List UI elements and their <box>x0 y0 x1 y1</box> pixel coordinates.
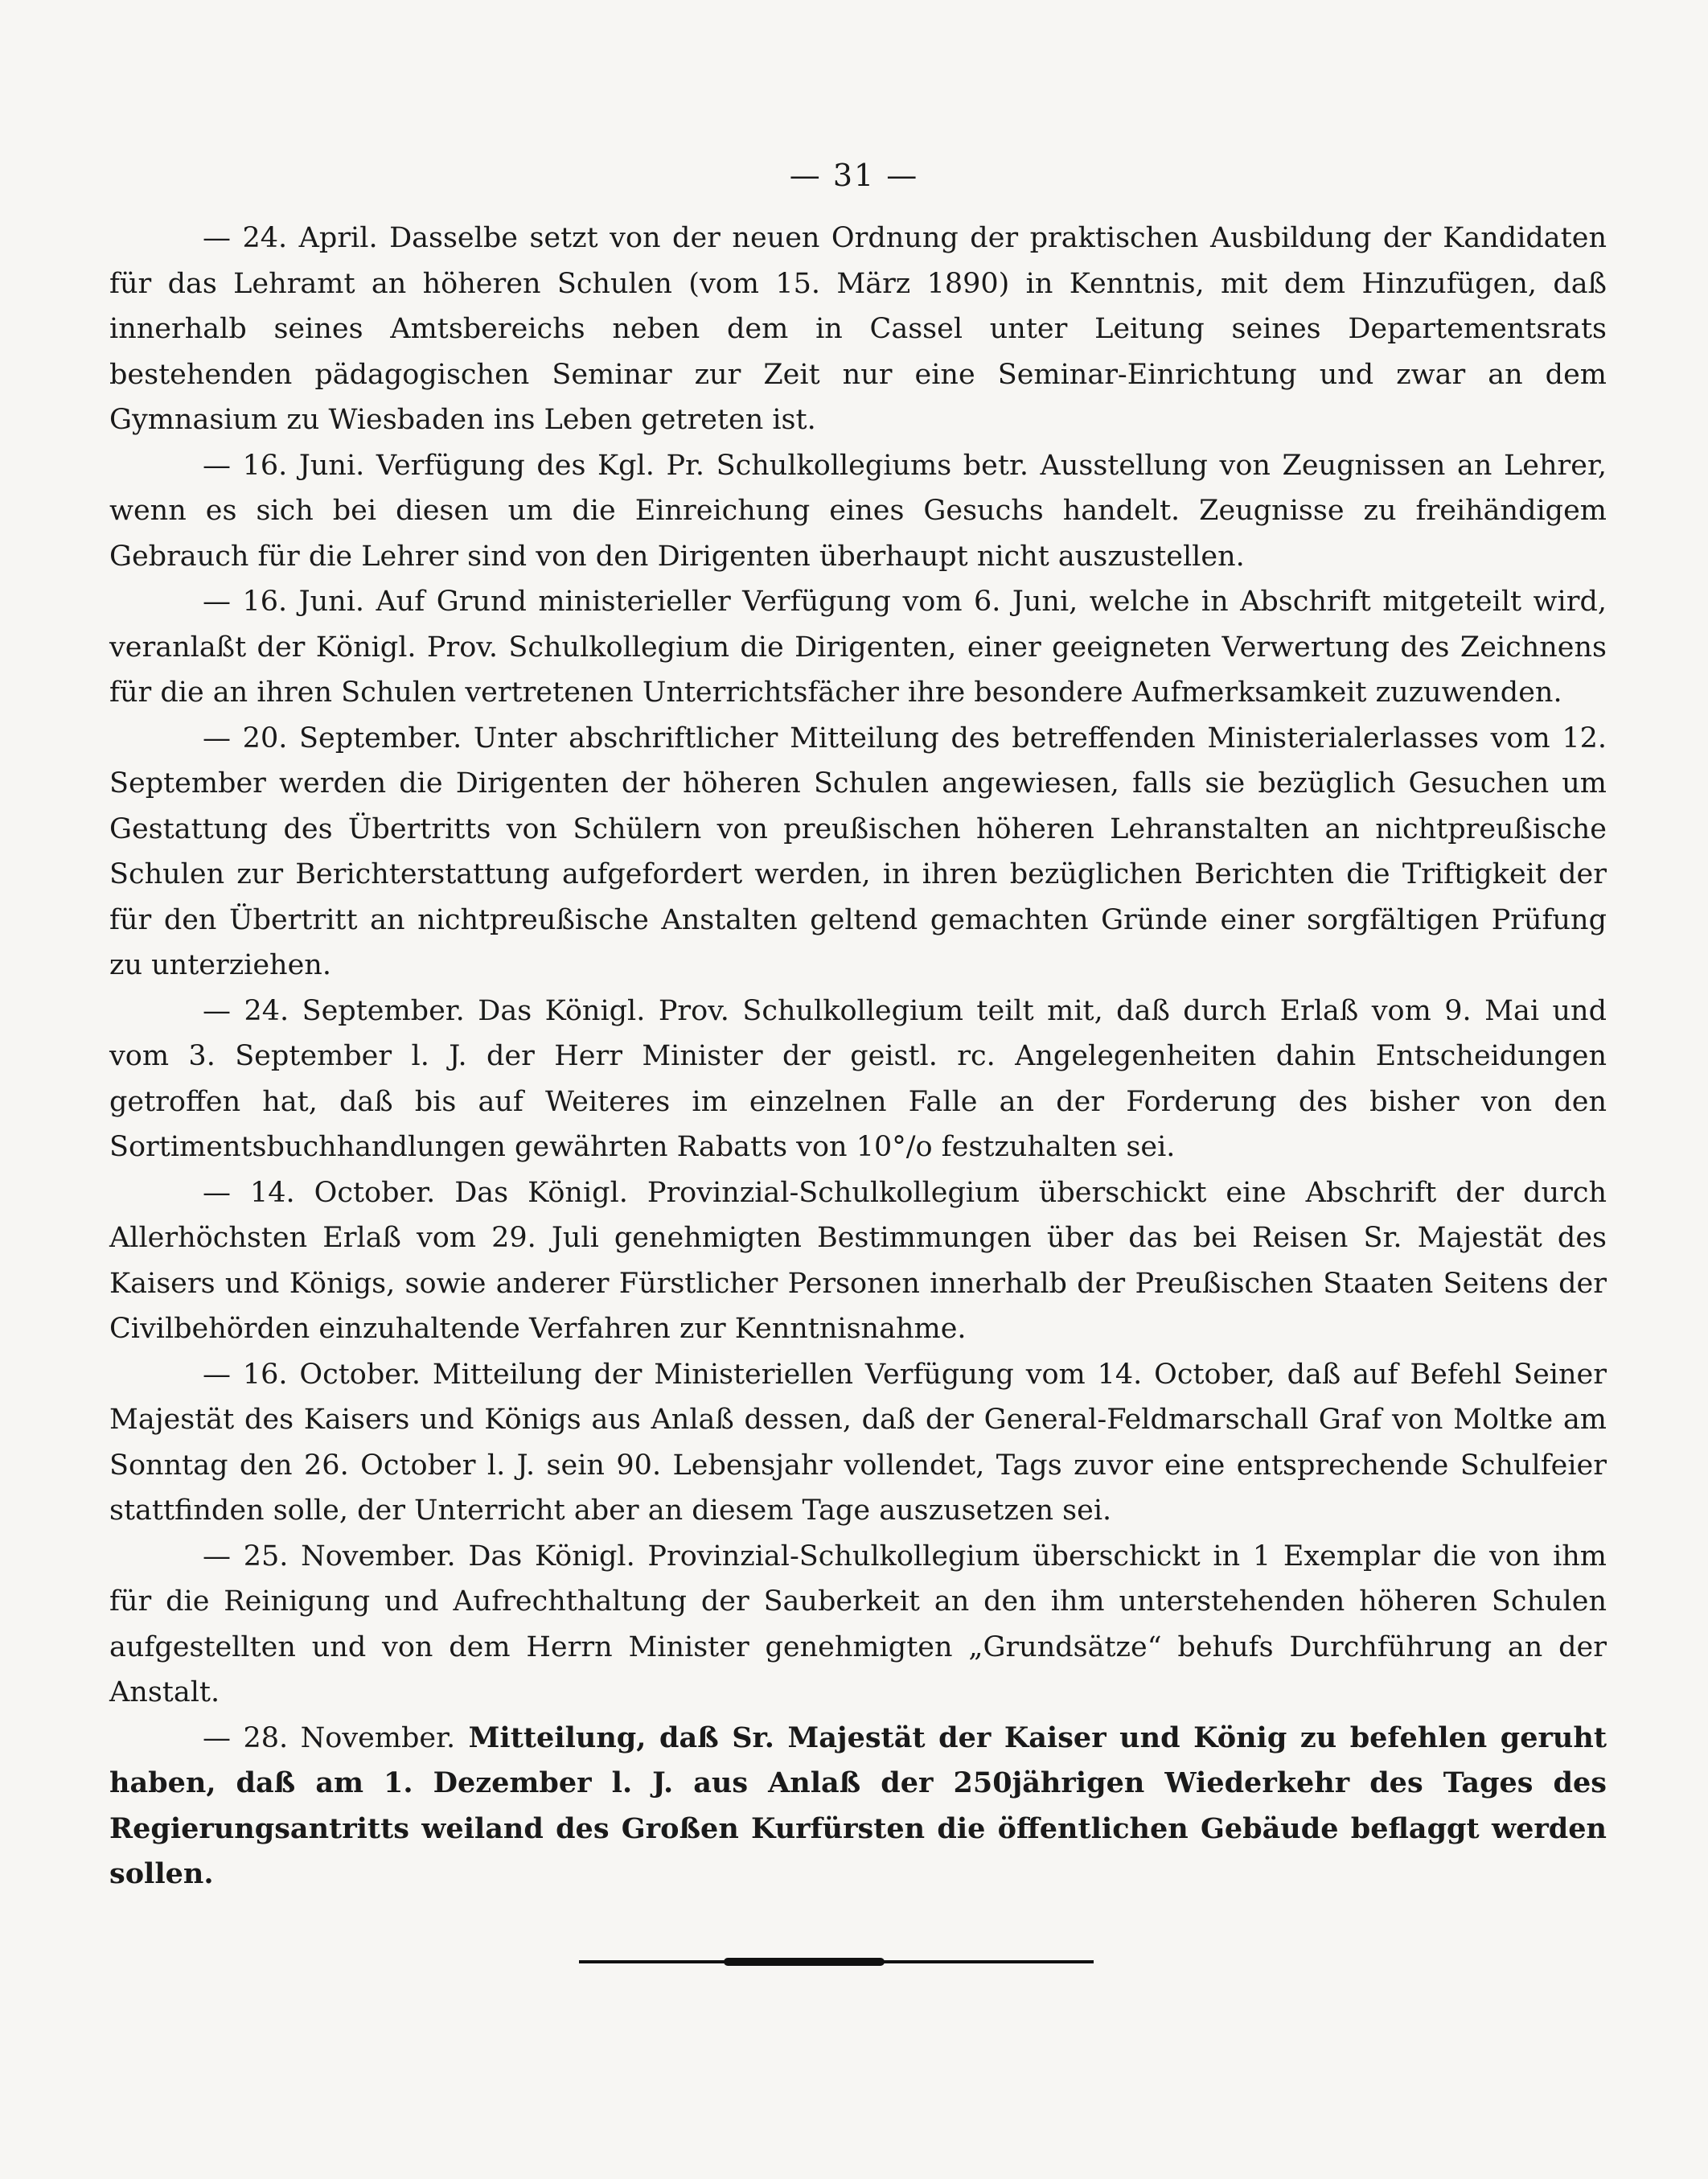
entry-24-september <box>109 989 1607 1170</box>
entry-text: Das Königl. Prov. Schulkollegium teilt mit, daß durch Erlaß vom 9. Mai und vom 3. September l. J. der Herr Minister der geistl. rc. Angelegenheiten dahin Entscheidungen getroffen hat, daß bis auf Weiteres im einzelnen Falle an der Forderung des bisher von den Sortimentsbuchhandlungen gewährten Rabatts von 10°/o festzuhalten sei. <box>109 994 1607 1163</box>
entry-text: Das Königl. Provinzial-Schulkollegium überschickt eine Abschrift der durch Allerhöchsten Erlaß vom 29. Juli genehmigten Bestimmungen über das bei Reisen Sr. Majestät des Kaisers und Königs, sowie anderer Fürstlicher Personen innerhalb der Preußischen Staaten Seitens der Civilbehörden einzuhaltende Verfahren zur Kenntnisnahme. <box>109 1176 1607 1345</box>
entry-24-april <box>109 216 1607 443</box>
entry-date: — 20. September. <box>203 722 462 754</box>
entry-date: — 16. October. <box>203 1358 421 1391</box>
entry-16-juni-a <box>109 443 1607 580</box>
entry-text: Das Königl. Provinzial-Schulkollegium überschickt in 1 Exemplar die von ihm für die Reinigung und Aufrechthaltung der Sauberkeit an den ihm unterstehenden höheren Schulen aufgestellten und von dem Herrn Minister genehmigten „Grundsätze“ behufs Durchführung an der Anstalt. <box>109 1540 1607 1708</box>
entry-28-november <box>109 1716 1607 1897</box>
entry-date: — 25. November. <box>203 1540 456 1573</box>
entry-date: — 24. April. <box>203 222 378 254</box>
entry-date: — 16. Juni. <box>203 449 365 482</box>
entry-date: — 28. November. <box>203 1721 456 1754</box>
entry-25-november <box>109 1534 1607 1716</box>
entry-date: — 24. September. <box>203 994 465 1027</box>
entry-text: Verfügung des Kgl. Pr. Schulkollegiums betr. Ausstellung von Zeugnissen an Lehrer, wenn es sich bei diesen um die Einreichung eines Gesuchs handelt. Zeugnisse zu freihändigem Gebrauch für die Lehrer sind von den Dirigenten überhaupt nicht auszustellen. <box>109 449 1607 573</box>
entry-14-october <box>109 1170 1607 1352</box>
entry-date: — 16. Juni. <box>203 586 365 618</box>
page-number: — 31 — <box>789 158 919 193</box>
entry-20-september <box>109 716 1607 989</box>
entry-16-juni-b <box>109 579 1607 716</box>
entry-text: Dasselbe setzt von der neuen Ordnung der praktischen Ausbildung der Kandidaten für das Lehramt an höheren Schulen (vom 15. März 1890) in Kenntnis, mit dem Hinzufügen, daß innerhalb seines Amtsbereichs neben dem in Cassel unter Leitung seines Departementsrats bestehenden pädagogischen Seminar zur Zeit nur eine Seminar-Einrichtung und zwar an dem Gymnasium zu Wiesbaden ins Leben getreten ist. <box>109 222 1607 436</box>
entry-text: Unter abschriftlicher Mitteilung des betreffenden Ministerialerlasses vom 12. September werden die Dirigenten der höheren Schulen angewiesen, falls sie bezüglich Gesuchen um Gestattung des Übertritts von Schülern von preußischen höheren Lehranstalten an nichtpreußische Schulen zur Berichterstattung aufgefordert werden, in ihren bezüglichen Berichten die Triftigkeit der für den Übertritt an nichtpreußische Anstalten geltend gemachten Gründe einer sorgfältigen Prüfung zu unterziehen. <box>109 722 1607 981</box>
entry-date: — 14. October. <box>203 1176 436 1209</box>
document-body <box>109 216 1607 1897</box>
entry-16-october <box>109 1352 1607 1534</box>
entry-text: Mitteilung, daß Sr. Majestät der Kaiser und König zu befehlen geruht haben, daß am 1. Dezember l. J. aus Anlaß der 250jährigen Wiederkehr des Tages des Regierungsantritts weiland des Großen Kurfürsten die öffentlichen Gebäude beflaggt werden sollen. <box>109 1721 1607 1890</box>
closing-rule-ornament <box>724 1958 885 1966</box>
entry-text: Auf Grund ministerieller Verfügung vom 6. Juni, welche in Abschrift mitgeteilt wird, veranlaßt der Königl. Prov. Schulkollegium die Dirigenten, einer geeigneten Verwertung des Zeichnens für die an ihren Schulen vertretenen Unterrichtsfächer ihre besondere Aufmerksamkeit zuzuwenden. <box>109 586 1607 709</box>
entry-text: Mitteilung der Ministeriellen Verfügung vom 14. October, daß auf Befehl Seiner Majestät des Kaisers und Königs aus Anlaß dessen, daß der General-Feldmarschall Graf von Moltke am Sonntag den 26. October l. J. sein 90. Lebensjahr vollendet, Tags zuvor eine entsprechende Schulfeier stattfinden solle, der Unterricht aber an diesem Tage auszusetzen sei. <box>109 1358 1607 1527</box>
